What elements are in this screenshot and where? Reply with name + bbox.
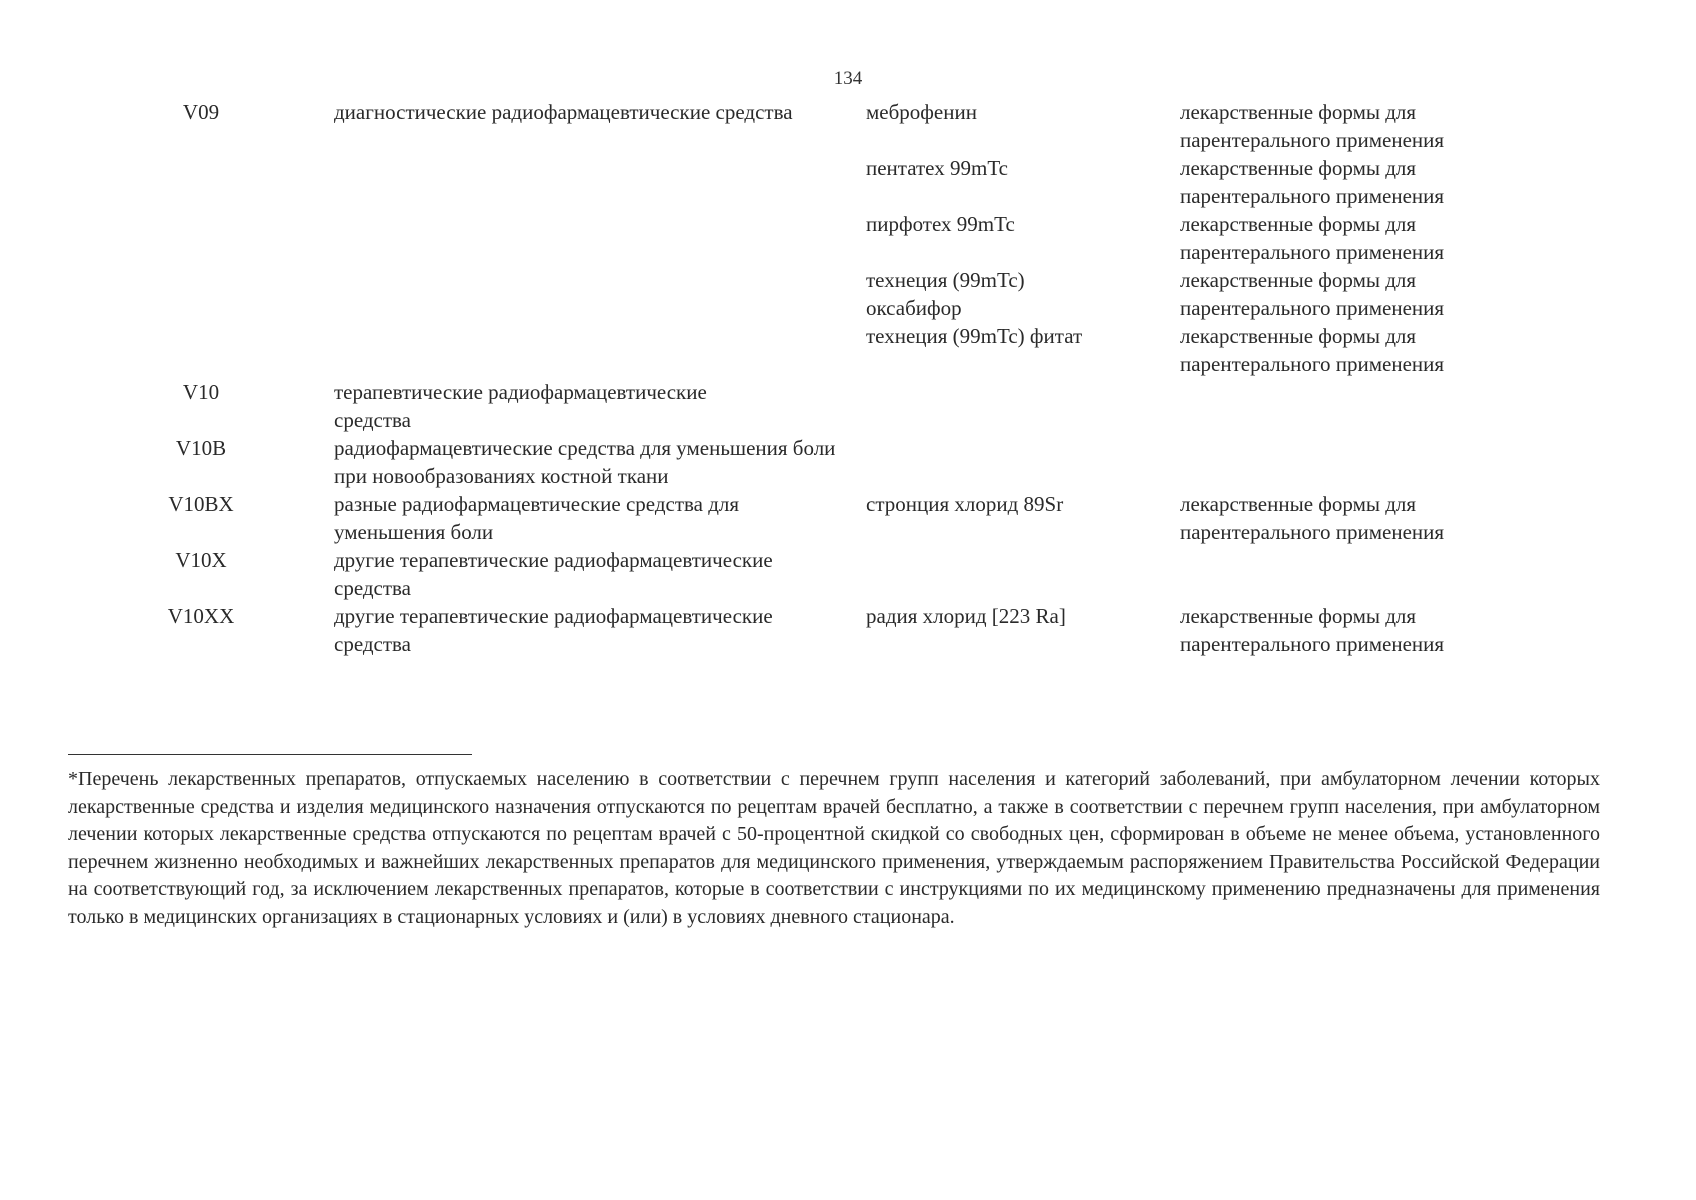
- footnote-separator: [68, 754, 472, 755]
- atc-code: V09: [182, 100, 220, 124]
- table-row: [0, 490, 1696, 546]
- atc-code: V10X: [175, 548, 227, 572]
- drug-entry: [866, 98, 1500, 154]
- dosage-form: лекарственные формы для парентерального применения: [1180, 492, 1445, 544]
- drug-name: меброфенин: [866, 100, 977, 124]
- dosage-form: лекарственные формы для парентерального применения: [1180, 156, 1445, 208]
- drug-list: [866, 490, 1500, 546]
- dosage-form: лекарственные формы для парентерального применения: [1180, 268, 1445, 320]
- dosage-form: лекарственные формы для парентерального применения: [1180, 212, 1445, 264]
- drug-entry: [866, 210, 1500, 266]
- atc-group-name: разные радиофармацевтические средства для уменьшения боли: [334, 492, 740, 544]
- drug-entry: [866, 602, 1500, 658]
- drug-list: [866, 98, 1500, 378]
- drug-entry: [866, 490, 1500, 546]
- table-row: [0, 602, 1696, 658]
- table-row: [0, 378, 1696, 434]
- atc-code: V10XX: [167, 604, 235, 628]
- dosage-form: лекарственные формы для парентерального применения: [1180, 324, 1445, 376]
- dosage-form: лекарственные формы для парентерального применения: [1180, 100, 1445, 152]
- drug-name: стронция хлорид 89Sr: [866, 492, 1064, 516]
- atc-group-name: радиофармацевтические средства для уменьшения боли при новообразованиях костной ткани: [334, 436, 836, 488]
- drug-name: пирфотех 99mTc: [866, 212, 1015, 236]
- drug-name: пентатех 99mTc: [866, 156, 1008, 180]
- atc-code: V10BX: [168, 492, 234, 516]
- page-number: 134: [833, 68, 863, 89]
- atc-group-name: другие терапевтические радиофармацевтические средства: [334, 604, 773, 656]
- drug-entry: [866, 266, 1500, 322]
- drug-table: [0, 98, 1696, 658]
- atc-code: V10B: [175, 436, 227, 460]
- table-row: [0, 98, 1696, 378]
- atc-group-name: терапевтические радиофармацевтические средства: [334, 380, 707, 432]
- table-row: [0, 546, 1696, 602]
- atc-group-name: диагностические радиофармацевтические средства: [334, 100, 793, 124]
- drug-name: технеция (99mTc) фитат: [866, 324, 1083, 348]
- table-row: [0, 434, 1696, 490]
- drug-name: радия хлорид [223 Ra]: [866, 604, 1066, 628]
- drug-entry: [866, 322, 1500, 378]
- drug-entry: [866, 154, 1500, 210]
- drug-list: [866, 602, 1500, 658]
- footnote-text: *Перечень лекарственных препаратов, отпускаемых населению в соответствии с перечнем групп населения и категорий заболеваний, при амбулаторном лечении которых лекарственные средства и изделия медицинского назначения отпускаются по рецептам врачей бесплатно, а также в соответствии с перечнем групп населения, при амбулаторном лечении которых лекарственные средства отпускаются по рецептам врачей с 50-процентной скидкой со свободных цен, сформирован в объеме не менее объема, установленного перечнем жизненно необходимых и важнейших лекарственных препаратов для медицинского применения, утверждаемым распоряжением Правительства Российской Федерации на соответствующий год, за исключением лекарственных препаратов, которые в соответствии с инструкциями по их медицинскому применению предназначены для применения только в медицинских организациях в стационарных условиях и (или) в условиях дневного стационара.: [68, 768, 1600, 928]
- dosage-form: лекарственные формы для парентерального применения: [1180, 604, 1445, 656]
- atc-group-name: другие терапевтические радиофармацевтические средства: [334, 548, 773, 600]
- drug-name: технеция (99mTc) оксабифор: [866, 268, 1025, 320]
- atc-code: V10: [182, 380, 220, 404]
